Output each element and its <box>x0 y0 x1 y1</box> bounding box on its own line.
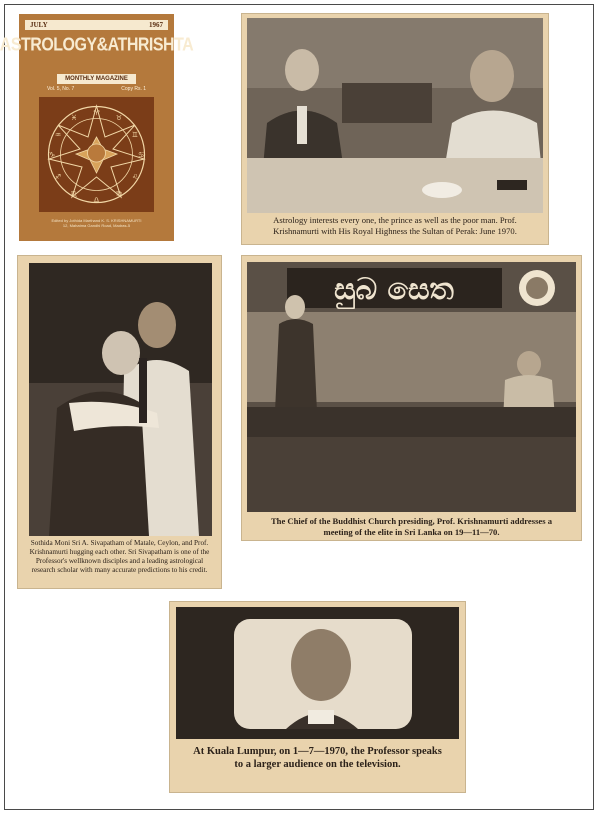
photo-card-buddhist-meeting <box>242 256 581 540</box>
svg-text:♌: ♌ <box>131 173 139 181</box>
magazine-editor-info <box>29 218 164 228</box>
svg-text:♈: ♈ <box>93 109 100 117</box>
photo-buddhist-meeting <box>247 262 576 512</box>
photo-hug <box>29 263 212 536</box>
caption-buddhist-meeting: The Chief of the Buddhist Church presiding, Prof. Krishnamurti addresses a meeting of the elite in Sri Lanka on 19—11—70. <box>270 516 553 537</box>
magazine-editor-line-1: Edited by Jothida Marthand K. S. KRISHNAMURTI <box>51 218 142 223</box>
svg-text:♓: ♓ <box>70 114 78 122</box>
magazine-date-bar <box>25 20 168 30</box>
svg-text:♑: ♑ <box>48 151 56 159</box>
magazine-year: 1967 <box>149 21 163 29</box>
photo-television <box>176 607 459 739</box>
photo-sultan-meeting <box>247 18 543 213</box>
photo-card-television <box>170 602 465 792</box>
svg-text:♎: ♎ <box>93 196 100 204</box>
magazine-editor-line-2: 12, Mahatma Gandhi Road, Madras-5 <box>62 223 131 228</box>
zodiac-wheel-illustration <box>39 97 154 212</box>
banner-text: සුබ සෙත <box>334 272 454 307</box>
caption-sultan: Astrology interests every one, the prince as well as the poor man. Prof. Krishnamurti with His Royal Highness the Sultan of Perak: June 1970. <box>273 215 517 236</box>
svg-text:♊: ♊ <box>131 131 139 139</box>
magazine-month: JULY <box>30 21 48 29</box>
photo-card-sultan <box>242 14 548 244</box>
svg-text:♍: ♍ <box>115 190 123 198</box>
magazine-subtitle: MONTHLY MAGAZINE <box>57 74 136 84</box>
magazine-volume: Vol. 5, No. 7 <box>47 86 75 92</box>
photo-card-hug <box>18 256 221 588</box>
caption-television: At Kuala Lumpur, on 1—7—1970, the Professor speaks to a larger audience on the television. <box>193 746 442 770</box>
svg-text:♐: ♐ <box>54 173 62 181</box>
svg-text:♏: ♏ <box>70 190 78 198</box>
magazine-volume-bar <box>47 86 146 94</box>
svg-text:♒: ♒ <box>54 131 62 139</box>
svg-text:♋: ♋ <box>137 151 145 159</box>
svg-text:♉: ♉ <box>115 114 123 122</box>
magazine-cover <box>0 14 194 241</box>
magazine-copy-price: Copy Rs. 1 <box>121 86 146 92</box>
caption-hug: Sothida Moni Sri A. Sivapatham of Matale, Ceylon, and Prof. Krishnamurti hugging each other. Sri Sivapatham is one of the Professor's wellknown disciples and a leading astrological research scholar with many accurate predictions to his credit. <box>29 539 210 574</box>
magazine-title: ASTROLOGY&ATHRISHTA <box>0 35 194 56</box>
